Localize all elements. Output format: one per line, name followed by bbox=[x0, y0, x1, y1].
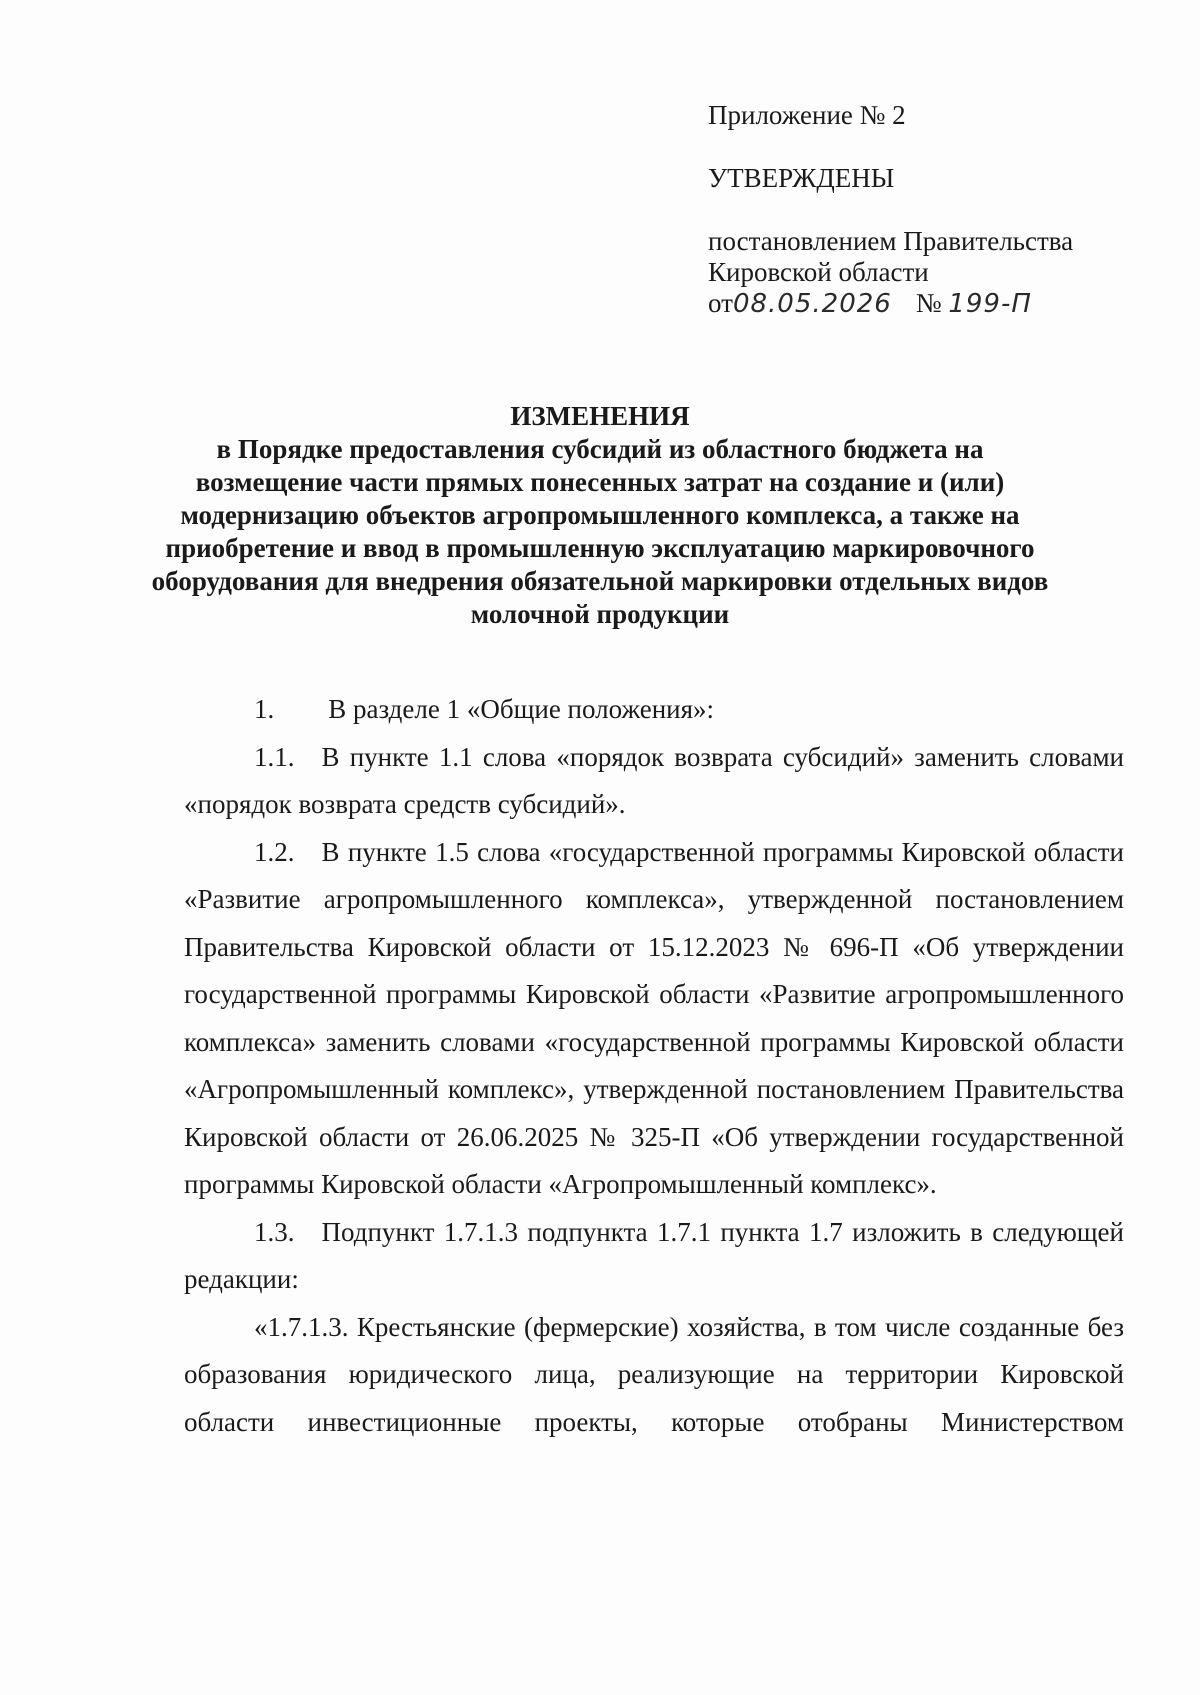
handwritten-date: 08.05.2026 bbox=[732, 289, 892, 319]
handwritten-number: 199-П bbox=[948, 289, 1032, 319]
decree-reference bbox=[708, 226, 1148, 320]
paragraph-1-2: 1.2. В пункте 1.5 слова «государственной программы Кировской области «Развитие агропромышленного комплекса», утвержденной постановлением Правительства Кировской области от 15.12.2023 № 696-П «Об утверждении государственной программы Кировской области «Развитие агропромышленного комплекса» заменить словами «государственной программы Кировской области «Агропромышленный комплекс», утвержденной постановлением Правительства Кировской области от 26.06.2025 № 325-П «Об утверждении государственной программы Кировской области «Агропромышленный комплекс». bbox=[184, 836, 1124, 1199]
paragraph-1-1: 1.1. В пункте 1.1 слова «порядок возврата субсидий» заменить словами «порядок возврата средств субсидий». bbox=[184, 741, 1124, 819]
attachment-number: Приложение № 2 bbox=[708, 100, 906, 130]
approved-label: УТВЕРЖДЕНЫ bbox=[708, 163, 895, 193]
document-title bbox=[150, 400, 1050, 631]
paragraph-1-3: 1.3. Подпункт 1.7.1.3 подпункта 1.7.1 пункта 1.7 изложить в следующей редакции: bbox=[184, 1216, 1124, 1294]
decree-line-2: Кировской области bbox=[708, 257, 929, 287]
title-subtitle: в Порядке предоставления субсидий из областного бюджета на возмещение части прямых понесенных затрат на создание и (или) модернизацию объектов агропромышленного комплекса, а также на приобретение и ввод в промышленную эксплуатацию маркировочного оборудования для внедрения обязательной маркировки отдельных видов молочной продукции bbox=[151, 434, 1049, 629]
attachment-block bbox=[708, 100, 1148, 320]
number-prefix: № bbox=[915, 288, 942, 318]
decree-date-line bbox=[708, 288, 1148, 320]
paragraph-1-7-1-3: «1.7.1.3. Крестьянские (фермерские) хозяйства, в том числе созданные без образования юридического лица, реализующие на территории Кировской области инвестиционные проекты, которые отобраны Министерством bbox=[184, 1311, 1124, 1437]
document-body bbox=[184, 686, 1124, 1446]
date-prefix: от bbox=[708, 288, 733, 318]
paragraph-1: 1. В разделе 1 «Общие положения»: bbox=[254, 694, 715, 724]
decree-line-1: постановлением Правительства bbox=[708, 226, 1074, 256]
title-main: ИЗМЕНЕНИЯ bbox=[510, 401, 690, 431]
